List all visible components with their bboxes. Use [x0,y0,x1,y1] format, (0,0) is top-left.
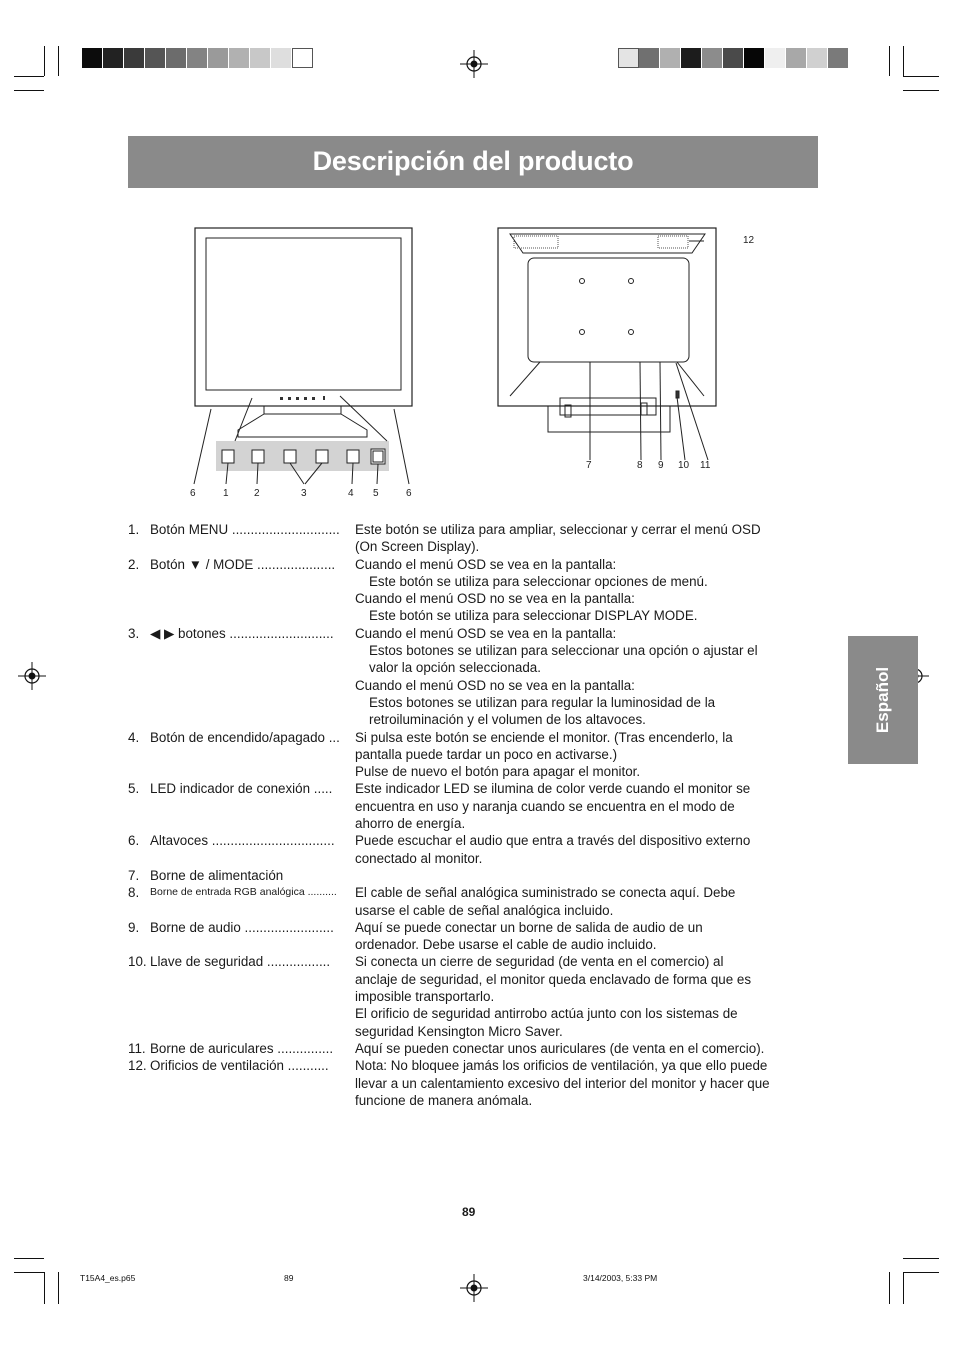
item-text: Este indicador LED se ilumina de color verde cuando el monitor se [355,781,751,797]
item-text: Cuando el menú OSD se vea en la pantalla: [355,625,617,641]
list-item [128,919,820,954]
list-item [128,1057,820,1109]
item-text: seguridad Kensington Micro Saver. [355,1023,563,1039]
item-label: Borne de auriculares ............... [150,1040,334,1056]
footer-timestamp: 3/14/2003, 5:33 PM [583,1273,658,1283]
item-text: Nota: No bloquee jamás los orificios de ventilación, ya que ello puede [355,1058,768,1074]
item-number: 1. [128,522,140,537]
list-item [128,1040,820,1057]
item-number: 4. [128,729,140,745]
item-text: Este botón se utiliza para seleccionar DISPLAY MODE. [369,608,698,624]
item-label: Altavoces ................................. [150,833,335,849]
item-text: Cuando el menú OSD se vea en la pantalla: [355,556,617,572]
item-text: ahorro de energía. [355,816,466,832]
list-item [128,625,820,729]
item-text: Estos botones se utilizan para regular la luminosidad de la [369,694,716,710]
item-text: Cuando el menú OSD no se vea en la pantalla: [355,677,635,693]
item-number: 5. [128,781,140,797]
item-text: El orificio de seguridad antirrobo actúa junto con los sistemas de [355,1006,738,1022]
item-text: Aquí se puede conectar un borne de salida de audio de un [355,919,703,935]
callout-rear-8: 8 [637,460,643,471]
item-text: llevar a un calentamiento excesivo del interior del monitor y hacer que [355,1075,770,1091]
list-item [128,521,820,556]
list-item [128,953,820,1039]
footer-file: T15A4_es.p65 [80,1273,136,1283]
callout-rear-11: 11 [700,460,711,471]
item-label: Botón de encendido/apagado ... [150,729,340,745]
callout-front-4: 4 [348,488,354,499]
callout-front-6-right: 6 [406,488,412,499]
item-label: Orificios de ventilación ........... [150,1058,329,1074]
item-number: 6. [128,833,140,849]
title-band [128,136,818,188]
callout-front-5: 5 [373,488,379,499]
list-item [128,832,820,867]
list-item [128,780,820,832]
item-text: Si pulsa este botón se enciende el monitor. (Tras encenderlo, la [355,729,733,745]
registration-mark-top [460,50,488,78]
item-text: imposible transportarlo. [355,989,495,1005]
monitor-illustration [180,220,740,510]
item-text: conectado al monitor. [355,850,483,866]
gray-scale-bar-right [618,48,849,68]
callout-rear-9: 9 [658,460,664,471]
page-title: Descripción del producto [312,146,634,176]
item-text: Cuando el menú OSD no se vea en la pantalla: [355,591,635,607]
item-label: Llave de seguridad ................. [150,954,331,970]
item-label: Borne de alimentación [150,867,284,883]
page-number: 89 [462,1205,476,1219]
item-text: Este botón se utiliza para ampliar, seleccionar y cerrar el menú OSD [355,522,761,537]
item-text: (On Screen Display). [355,539,480,555]
list-item [128,556,820,625]
registration-mark-bottom [460,1274,488,1302]
item-text: anclaje de seguridad, el monitor queda enclavado de forma que es [355,971,752,987]
item-number: 3. [128,625,140,641]
item-text: Puede escuchar el audio que entra a través del dispositivo externo [355,833,751,849]
callout-rear-12: 12 [743,235,755,246]
item-text: Si conecta un cierre de seguridad (de venta en el comercio) al [355,954,724,970]
item-number: 10. [128,954,147,970]
item-label: LED indicador de conexión ..... [150,781,333,797]
callout-front-3: 3 [301,488,307,499]
list-item [128,729,820,781]
gray-scale-bar-left [82,48,313,68]
item-text: encuentra en uso y naranja cuando se encuentra en el modo de [355,798,735,814]
item-text: Aquí se pueden conectar unos auriculares (de venta en el comercio). [355,1040,765,1056]
item-text: usarse el cable de señal analógica incluido. [355,902,614,918]
monitor-rear-view [498,228,716,460]
monitor-front-view [194,228,412,484]
callout-front-1: 1 [223,488,229,499]
item-text: pantalla puede tardar un poco en activarse.) [355,746,618,762]
item-text: Este botón se utiliza para seleccionar opciones de menú. [369,573,708,589]
item-text: Pulse de nuevo el botón para apagar el monitor. [355,764,641,780]
item-number: 11. [128,1040,146,1056]
callout-front-6-left: 6 [190,488,196,499]
item-number: 12. [128,1058,147,1074]
list-item [128,884,820,919]
item-text: ordenador. Debe usarse el cable de audio incluido. [355,937,657,953]
item-text: Estos botones se utilizan para seleccionar una opción o ajustar el [369,643,758,659]
callout-front-2: 2 [254,488,260,499]
item-label: Borne de audio ........................ [150,919,334,935]
item-text: El cable de señal analógica suministrado se conecta aquí. Debe [355,885,736,901]
item-text: retroiluminación y el volumen de los altavoces. [369,712,646,728]
item-label: ◀ ▶ botones ............................ [150,625,334,641]
item-label: Borne de entrada RGB analógica .......... [150,886,337,899]
callout-rear-10: 10 [678,460,690,471]
item-number: 2. [128,556,140,572]
callout-rear-7: 7 [586,460,592,471]
language-tab-label: Español [873,666,892,734]
language-tab [848,636,918,764]
footer-page: 89 [284,1273,294,1283]
registration-mark-left [18,662,46,690]
item-number: 7. [128,867,140,883]
item-label: Botón MENU ............................. [150,522,340,537]
item-label: Botón ▼ / MODE ..................... [150,556,336,572]
item-number: 8. [128,885,140,901]
item-text: funcione de manera anómala. [355,1092,533,1108]
list-item [128,867,820,884]
item-text: valor la opción seleccionada. [369,660,541,676]
item-list [128,521,820,1109]
item-number: 9. [128,919,140,935]
